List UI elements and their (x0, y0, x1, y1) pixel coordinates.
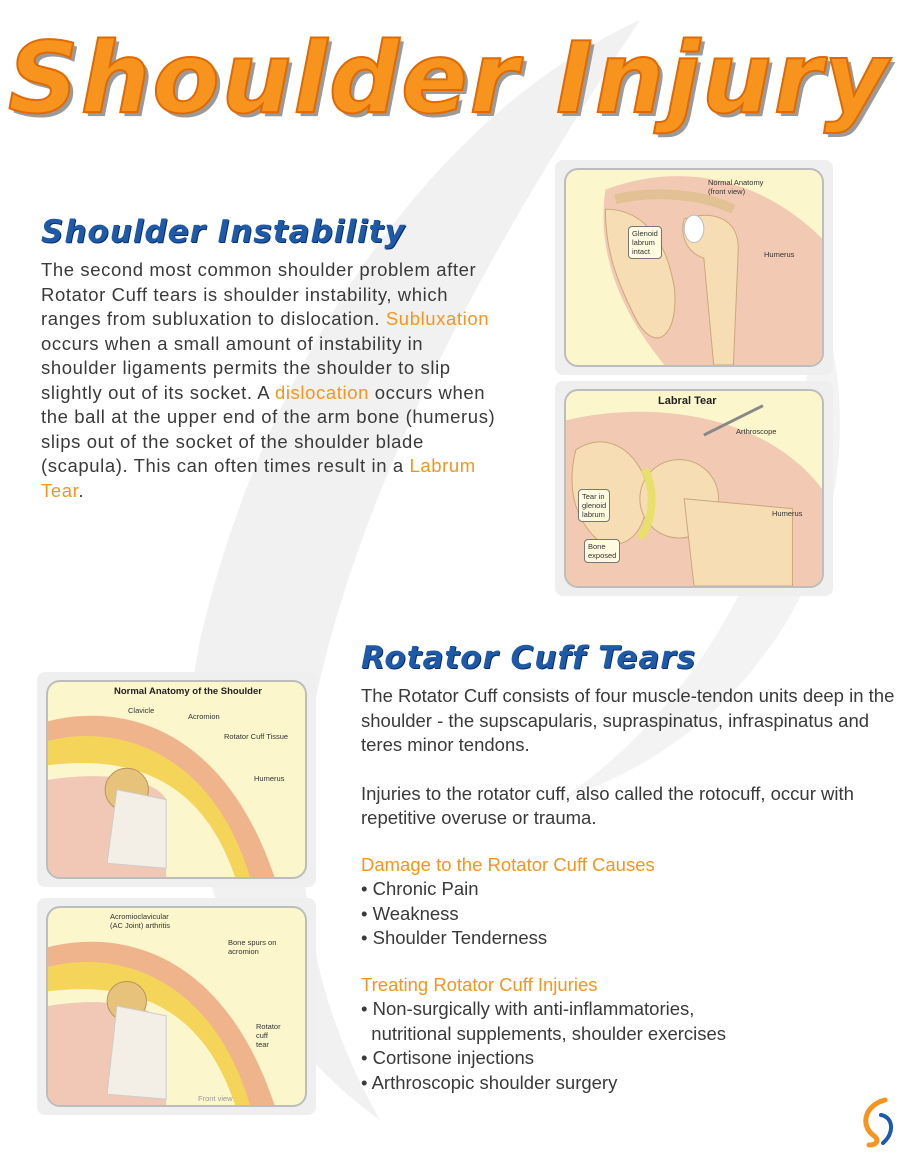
instability-text-2: occurs when a small amount of instability in shoulder ligaments permits the shoulder to slip slightly out of its socket. A (41, 332, 451, 403)
label-ac-joint-arthritis (110, 912, 170, 930)
term-labrum-tear: Labrum Tear (41, 455, 476, 501)
label-line: tear (256, 1040, 269, 1049)
label-line: (front view) (708, 187, 746, 196)
rotator-paragraph-2: Injuries to the rotator cuff, also called the rotocuff, occur with repetitive overuse or trauma. (361, 782, 854, 828)
label-front-view: Front view (198, 1094, 233, 1103)
page-title: Shoulder Injury (8, 22, 890, 136)
term-dislocation: dislocation (274, 381, 369, 403)
instability-heading: Shoulder Instability (41, 214, 406, 250)
label-humerus: Humerus (772, 509, 803, 518)
instability-text-3: occurs when the ball at the upper end of the arm bone (humerus) slips out of the socket of the shoulder blade (scapula). This can often times result in a (41, 381, 496, 476)
label-line: Bone (588, 542, 606, 551)
label-humerus: Humerus (764, 250, 795, 259)
label-line: glenoid (582, 501, 607, 510)
figure-heading-normal-anatomy: Normal Anatomy of the Shoulder (114, 686, 262, 697)
label-rotator-cuff-tear (256, 1022, 281, 1049)
label-line: (AC Joint) arthritis (110, 921, 171, 930)
label-bone-spurs (228, 938, 276, 956)
figure-heading-labral-tear: Labral Tear (658, 395, 717, 407)
figure-pane (564, 389, 824, 588)
instability-text-1: The second most common shoulder problem after Rotator Cuff tears is shoulder instability, which ranges from subluxation to dislocation. (41, 259, 477, 329)
label-line: exposed (588, 551, 617, 560)
shoulder-illustration (566, 170, 822, 365)
rotator-body (361, 684, 896, 1095)
label-normal-anatomy (708, 178, 763, 196)
causes-item: • Chronic Pain (361, 878, 479, 899)
instability-paragraph (41, 258, 501, 503)
label-rotator-cuff-tissue: Rotator Cuff Tissue (224, 732, 289, 741)
figure-pane (46, 680, 307, 879)
label-line: Glenoid (632, 229, 658, 238)
label-line: Bone spurs on (228, 938, 277, 947)
label-line: Rotator (256, 1022, 281, 1031)
treatment-item: nutritional supplements, shoulder exercises (361, 1022, 727, 1044)
label-tear-glenoid (578, 489, 610, 522)
label-acromion: Acromion (188, 712, 220, 721)
label-line: labrum (632, 238, 655, 247)
figure-pane (564, 168, 824, 367)
rotator-paragraph-1: The Rotator Cuff consists of four muscle-tendon units deep in the shoulder - the supscapularis, supraspinatus, infraspinatus and teres minor tendons. (361, 685, 895, 755)
figure-pane (46, 906, 307, 1107)
causes-item: • Shoulder Tenderness (361, 927, 548, 948)
treatment-item: • Cortisone injections (361, 1047, 535, 1068)
label-bone-exposed (584, 539, 620, 563)
causes-item: • Weakness (361, 902, 459, 924)
treatment-item: • Non-surgically with anti-inflammatories, (361, 998, 695, 1019)
causes-heading: Damage to the Rotator Cuff Causes (361, 853, 655, 875)
rotator-heading: Rotator Cuff Tears (361, 640, 696, 676)
label-line: Tear in (582, 492, 605, 501)
label-line: Acromioclavicular (110, 912, 169, 921)
term-subluxation: Subluxation (385, 308, 490, 329)
label-glenoid-intact (628, 226, 662, 259)
figure-rotator-cuff-tear (37, 898, 316, 1115)
label-humerus: Humerus (254, 774, 285, 783)
label-arthroscope: Arthroscope (736, 427, 777, 436)
instability-text-4: . (78, 479, 85, 501)
figure-labral-tear (555, 381, 833, 596)
treatment-heading: Treating Rotator Cuff Injuries (361, 973, 598, 995)
label-line: cuff (256, 1031, 268, 1040)
label-line: acromion (228, 947, 259, 956)
label-line: intact (632, 247, 650, 256)
figure-normal-anatomy-shoulder (37, 672, 316, 887)
figure-normal-anatomy (555, 160, 833, 375)
treatment-item: • Arthroscopic shoulder surgery (361, 1071, 618, 1093)
brand-swirl-icon (855, 1095, 900, 1150)
label-line: labrum (582, 510, 605, 519)
label-clavicle: Clavicle (128, 706, 155, 715)
label-line: Normal Anatomy (708, 178, 764, 187)
